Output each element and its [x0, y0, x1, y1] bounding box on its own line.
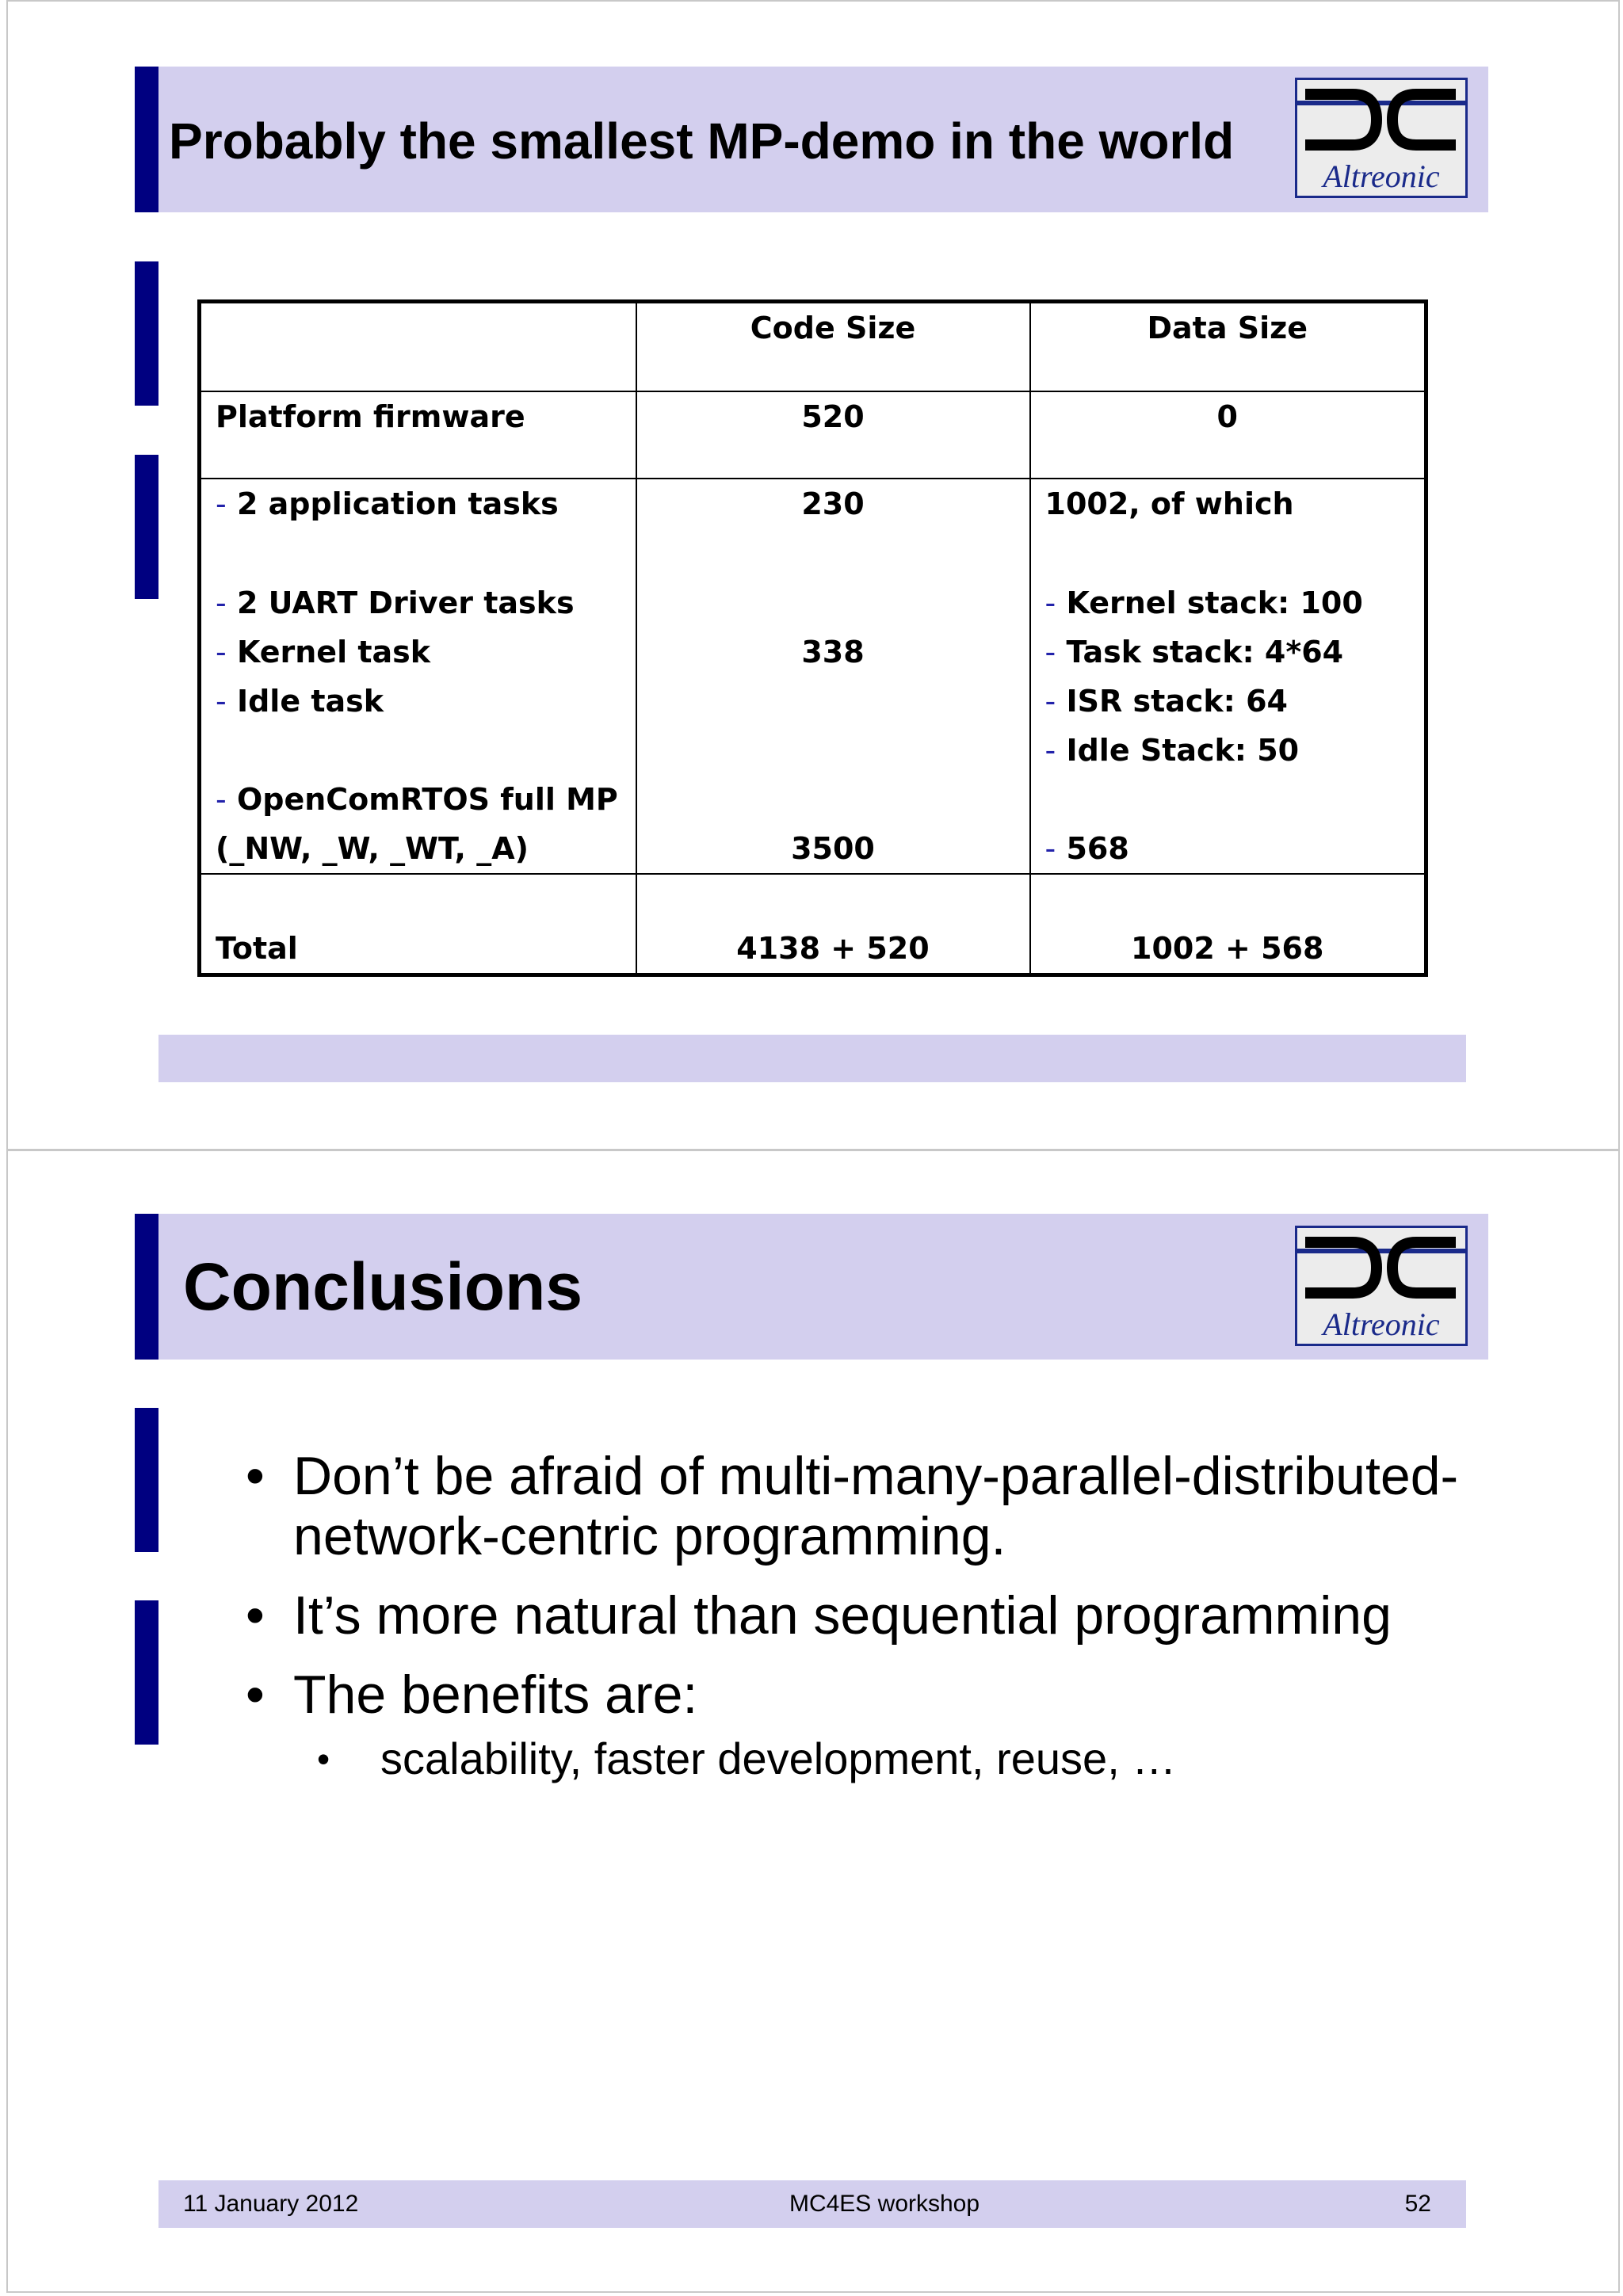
bullet-item: • The benefits are: — [246, 1665, 698, 1725]
sub-bullet-item: • scalability, faster development, reuse, … — [317, 1733, 1177, 1783]
uart-tasks-label: 2 UART Driver tasks — [236, 585, 575, 620]
task-stack: Task stack: 4*64 — [1066, 635, 1344, 669]
footer-event: MC4ES workshop — [789, 2191, 980, 2217]
logo-mark-icon — [1297, 1228, 1465, 1307]
total-data: 1002 + 568 — [1030, 874, 1426, 975]
altreonic-logo — [1295, 78, 1468, 198]
conclusions-list — [246, 1446, 1474, 1785]
table-row-platform — [200, 391, 1426, 479]
header-code-size: Code Size — [636, 302, 1030, 392]
platform-data: 0 — [1030, 391, 1426, 479]
slide-title: Probably the smallest MP-demo in the world — [169, 113, 1235, 170]
kernel-code: 338 — [801, 635, 865, 669]
table-row-tasks — [200, 479, 1426, 874]
logo-text: Altreonic — [1323, 1306, 1440, 1342]
footer-date: 11 January 2012 — [183, 2191, 359, 2217]
platform-label: Platform firmware — [200, 391, 636, 479]
table-header-row — [200, 302, 1426, 392]
bullet-item: • It’s more natural than sequential programming — [246, 1585, 1392, 1646]
opencomrtos-data: 568 — [1066, 831, 1129, 866]
title-accent-bar — [135, 1214, 158, 1360]
app-tasks-label: 2 application tasks — [236, 486, 559, 521]
idle-task-label: Idle task — [236, 684, 384, 719]
side-accent-bar — [135, 1600, 158, 1745]
kernel-task-label: Kernel task — [236, 635, 431, 669]
opencomrtos-label: OpenComRTOS full MP — [236, 782, 618, 817]
bullet-dot-icon: • — [246, 1446, 265, 1506]
platform-code: 520 — [636, 391, 1030, 479]
side-accent-bar — [135, 455, 158, 599]
tasks-code-cell — [636, 479, 1030, 874]
altreonic-logo — [1295, 1226, 1468, 1346]
footer-page-number: 52 — [1404, 2191, 1431, 2217]
header-data-size: Data Size — [1030, 302, 1426, 392]
bullet-item: • Don’t be afraid of multi-many-parallel-distributed-network-centric programming. — [246, 1446, 1459, 1566]
size-table — [197, 299, 1428, 977]
side-accent-bar — [135, 1408, 158, 1552]
logo-text: Altreonic — [1323, 158, 1440, 194]
bullet-dot-icon: • — [246, 1665, 265, 1725]
app-tasks-data: 1002, of which — [1044, 486, 1294, 521]
tasks-data-cell: 1002, of which - Kernel stack: 100 - Task stack: 4*64 - ISR stack: 64 - Idle Stack: 50 - 568 — [1030, 479, 1426, 874]
slide1-footer-band — [158, 1035, 1466, 1082]
bullet-dot-icon: • — [317, 1738, 330, 1779]
slide-title: Conclusions — [183, 1249, 583, 1324]
total-code: 4138 + 520 — [636, 874, 1030, 975]
table-row-total — [200, 874, 1426, 975]
tasks-label-cell: - 2 application tasks - 2 UART Driver tasks - Kernel task - Idle task - OpenComRTOS full MP (_NW, _W, _WT, _A) — [200, 479, 636, 874]
logo-mark-icon — [1297, 80, 1465, 159]
side-accent-bar — [135, 261, 158, 406]
total-label: Total — [200, 874, 636, 975]
app-tasks-code: 230 — [801, 486, 865, 521]
header-cell-empty — [200, 302, 636, 392]
idle-stack: Idle Stack: 50 — [1066, 733, 1300, 768]
kernel-stack: Kernel stack: 100 — [1066, 585, 1363, 620]
title-accent-bar — [135, 67, 158, 212]
opencomrtos-variants: (_NW, _W, _WT, _A) — [216, 831, 529, 866]
bullet-dot-icon: • — [246, 1585, 265, 1646]
opencomrtos-code: 3500 — [791, 831, 875, 866]
isr-stack: ISR stack: 64 — [1066, 684, 1288, 719]
